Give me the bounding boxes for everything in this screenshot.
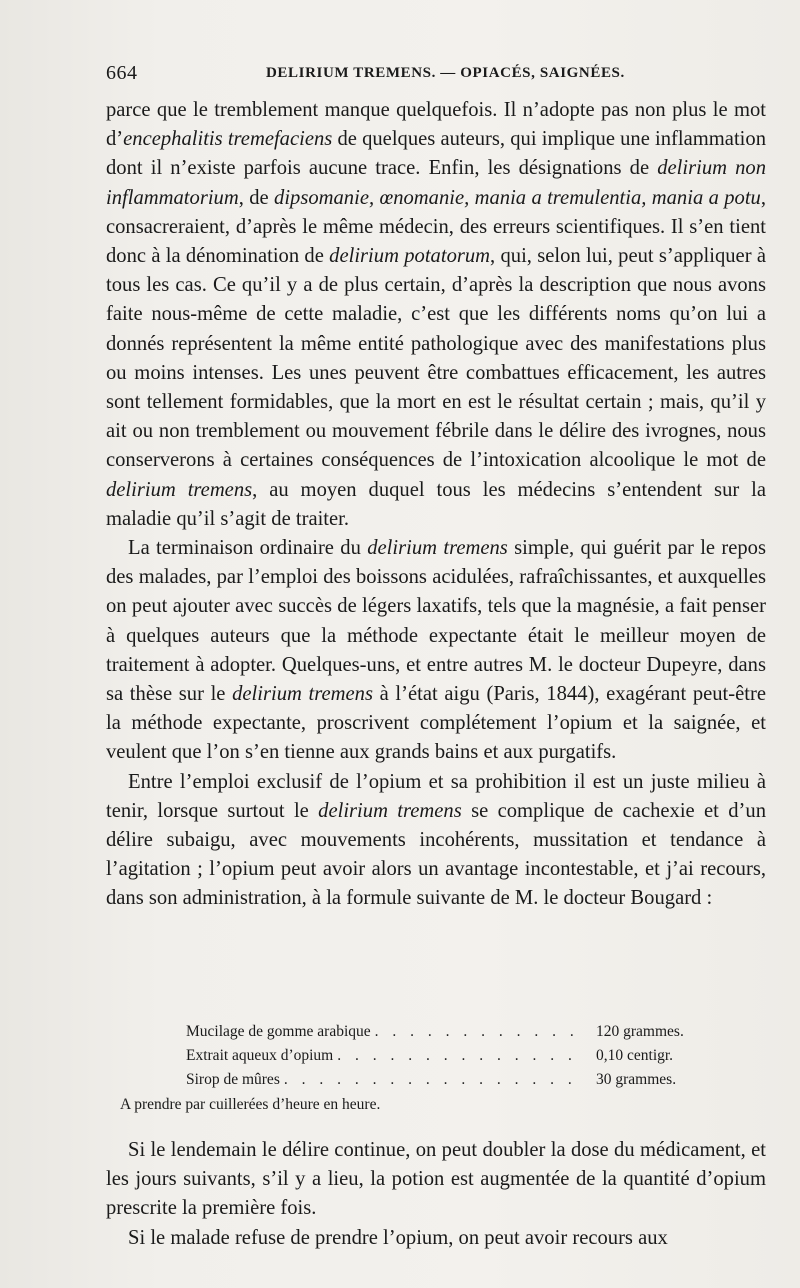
italic-term: delirium tremens [232, 683, 373, 706]
text-run: , qui, selon lui, peut s’appliquer à tous les cas. Ce qu’il y a de plus certain, d’après la description que nous avons faite nous-même de cette maladie, c’est que les différents noms qu’on lui a donnés représentent la même entité pathologique avec des manifestations plus ou moins intenses. Les unes peuvent être combattues efficacement, les autres sont tellement formidables, que la mort en est le résultat certain ; mais, qu’il y ait ou non tremblement ou mouvement fébrile dans le délire des ivrognes, nous conserverons à certaines conséquences de l’intoxication alcoolique le mot de [106, 245, 766, 472]
formula-ingredient: Extrait aqueux d’opium [186, 1047, 334, 1064]
paragraph [106, 534, 766, 768]
formula-amount: 0,10 centigr. [596, 1047, 674, 1064]
formula-ingredient: Sirop de mûres [186, 1071, 280, 1088]
paragraph [106, 96, 766, 534]
paragraph: Si le malade refuse de prendre l’opium, on peut avoir recours aux [128, 1226, 668, 1249]
italic-term: delirium non inflammatorium [106, 157, 766, 209]
running-title: DELIRIUM TREMENS. — OPIACÉS, SAIGNÉES. [266, 65, 625, 81]
italic-term: delirium potatorum [329, 245, 491, 268]
text-run: se complique de cachexie et d’un délire subaigu, avec mouvements incohérents, mussitation et tendance à l’agitation ; l’opium peut avoir alors un avantage incontestable, et j’ai recours, dans son administration, à la formule suivante de M. le docteur Bougard : [106, 799, 766, 910]
italic-term: delirium tremens [106, 478, 253, 501]
dot-leader [280, 1068, 586, 1092]
page-number: 664 [106, 62, 138, 84]
paragraph [106, 768, 766, 914]
formula-row [186, 1068, 706, 1092]
formula-amount: 120 grammes. [596, 1023, 684, 1040]
text-run: parce que le tremblement manque quelquefois. Il n’adopte pas non plus le mot d’ [106, 99, 766, 151]
text-run: de quelques auteurs, qui implique une inflammation dont il n’existe parfois aucune trace. Enfin, les désignations de [106, 128, 766, 180]
text-run: , au moyen duquel tous les médecins s’entendent sur la maladie qu’il s’agit de traiter. [106, 478, 766, 530]
text-run: à l’état aigu (Paris, 1844), exagérant peut-être la méthode expectante, proscrivent complétement l’opium et la saignée, et veulent que l’on s’en tienne aux grands bains et aux purgatifs. [106, 683, 766, 764]
italic-term: delirium tremens [318, 799, 462, 822]
text-run: , de [238, 186, 275, 209]
text-run: La terminaison ordinaire du [128, 537, 368, 560]
text-run: , consacreraient, d’après le même médecin, des erreurs scientifiques. Il s’en tient donc à la dénomination de [106, 186, 766, 268]
closing-text [106, 1136, 766, 1253]
italic-term: dipsomanie, œnomanie, mania a tremulentia, mania a potu [274, 186, 761, 209]
formula-row [186, 1044, 706, 1068]
page-header [106, 62, 768, 90]
prescription-formula [186, 1020, 706, 1092]
italic-term: delirium tremens [367, 537, 508, 560]
body-text [106, 96, 766, 914]
dot-leader [333, 1044, 586, 1068]
formula-ingredient: Mucilage de gomme arabique [186, 1023, 371, 1040]
text-run: simple, qui guérit par le repos des malades, par l’emploi des boissons acidulées, rafraîchissantes, et auxquelles on peut ajouter avec succès de légers laxatifs, tels que la magnésie, a fait penser à quelques auteurs que la méthode expectante était le meilleur moyen de traitement à adopter. Quelques-uns, et entre autres M. le docteur Dupeyre, dans sa thèse sur le [106, 537, 766, 706]
formula-amount: 30 grammes. [596, 1071, 677, 1088]
paragraph: Si le lendemain le délire continue, on peut doubler la dose du médicament, et les jours suivants, s’il y a lieu, la potion est augmentée de la quantité d’opium prescrite la première fois. [106, 1139, 766, 1220]
dot-leader [371, 1020, 586, 1044]
italic-term: encephalitis tremefaciens [123, 128, 333, 151]
prescription-instruction: A prendre par cuillerées d’heure en heure. [120, 1096, 381, 1113]
formula-row [186, 1020, 706, 1044]
text-run: Entre l’emploi exclusif de l’opium et sa prohibition il est un juste milieu à tenir, lorsque surtout le [106, 770, 766, 822]
